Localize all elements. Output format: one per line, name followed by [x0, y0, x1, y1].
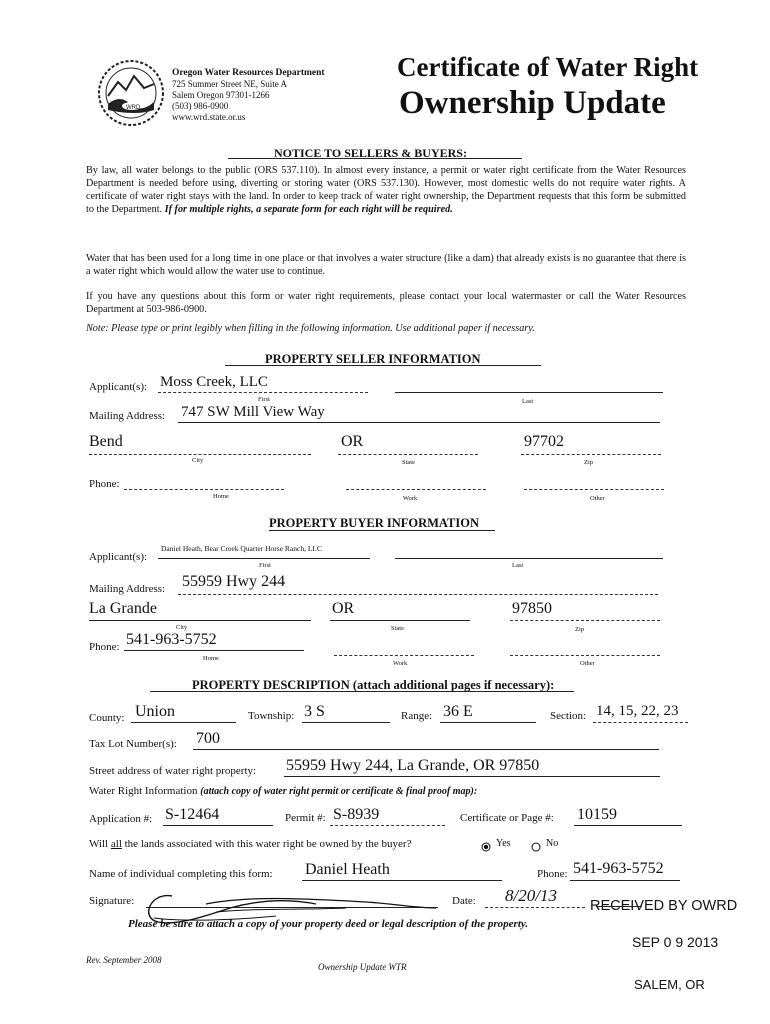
yes-radio[interactable] [481, 839, 491, 849]
buyer-home-caption: Home [203, 655, 219, 662]
completer-phone-value[interactable]: 541-963-5752 [573, 860, 664, 877]
revision-note: Rev. September 2008 [86, 955, 162, 965]
buyer-other-caption: Other [580, 660, 595, 667]
taxlot-label: Tax Lot Number(s): [89, 738, 177, 750]
buyer-state-caption: State [391, 625, 404, 632]
buyer-applicant-first[interactable]: Daniel Heath, Bear Creek Quarter Horse Ranch, LLC [161, 544, 322, 553]
buyer-phone-home[interactable]: 541-963-5752 [126, 631, 217, 648]
seller-zip[interactable]: 97702 [524, 433, 564, 450]
no-radio[interactable] [531, 839, 541, 849]
received-stamp-date: SEP 0 9 2013 [632, 934, 719, 950]
seller-phone-label: Phone: [89, 478, 120, 490]
seller-mailing-label: Mailing Address: [89, 410, 166, 422]
owned-question: Will all the lands associated with this water right be owned by the buyer? [89, 838, 412, 850]
taxlot-value[interactable]: 700 [196, 730, 220, 747]
buyer-mailing-label: Mailing Address: [89, 583, 166, 595]
application-value[interactable]: S-12464 [165, 806, 220, 823]
notice-paragraph-1: By law, all water belongs to the public (ORS 537.110). In almost every instance, a permit or water right certificate from the Water Resources Department is needed before using, diverting or storing water (ORS 537.130). However, most domestic wells do not require water rights. A certificate of water right stays with the land. In order to keep track of water right ownership, the Department requests that this form be submitted to the Department. If for multiple rights, a separate form for each right will be required. [86, 165, 686, 215]
buyer-city-caption: City [176, 624, 188, 631]
seller-mailing-address[interactable]: 747 SW Mill View Way [181, 404, 325, 420]
attach-deed-note: Please be sure to attach a copy of your property deed or legal description of the property. [128, 918, 529, 930]
no-label: No [546, 838, 559, 849]
buyer-zip-caption: Zip [575, 626, 585, 633]
street-address-value[interactable]: 55959 Hwy 244, La Grande, OR 97850 [286, 757, 540, 774]
seller-section-heading: PROPERTY SELLER INFORMATION [265, 352, 481, 366]
department-address-line2: Salem Oregon 97301-1266 [172, 90, 270, 100]
date-value[interactable]: 8/20/13 [505, 886, 557, 905]
yes-label: Yes [496, 838, 511, 849]
seller-city[interactable]: Bend [89, 433, 123, 450]
wrd-logo [96, 58, 166, 128]
buyer-zip[interactable]: 97850 [512, 600, 552, 617]
buyer-work-caption: Work [393, 660, 408, 667]
permit-label: Permit #: [285, 812, 326, 824]
page-title-line1: Certificate of Water Right [397, 52, 699, 82]
notice-note: Note: Please type or print legibly when filling in the following information. Use additional paper if necessary. [86, 323, 535, 334]
seller-last-caption: Last [522, 398, 534, 405]
department-address-block [172, 67, 325, 123]
seller-state[interactable]: OR [341, 433, 364, 450]
received-stamp: RECEIVED BY OWRD [590, 898, 738, 914]
date-label: Date: [452, 895, 476, 907]
permit-value[interactable]: S-8939 [333, 806, 380, 823]
county-label: County: [89, 712, 125, 724]
seller-other-caption: Other [590, 495, 605, 502]
range-label: Range: [401, 710, 433, 722]
department-website: www.wrd.state.or.us [172, 112, 246, 122]
street-address-label: Street address of water right property: [89, 765, 257, 777]
seller-work-caption: Work [403, 495, 418, 502]
notice-paragraph-2: Water that has been used for a long time in one place or that involves a water structure (like a dam) that already exists is no guarantee that there is a water right which would allow the water use to continue. [86, 253, 686, 277]
seller-applicant-first[interactable]: Moss Creek, LLC [160, 374, 268, 390]
certificate-label: Certificate or Page #: [460, 812, 554, 824]
page-title-line2: Ownership Update [399, 85, 666, 121]
buyer-applicant-label: Applicant(s): [89, 551, 148, 563]
water-right-info-label: Water Right Information (attach copy of water right permit or certificate & final proof map): [89, 785, 478, 797]
department-phone: (503) 986-0900 [172, 101, 229, 111]
buyer-section-heading: PROPERTY BUYER INFORMATION [269, 516, 479, 530]
seller-city-caption: City [192, 457, 204, 464]
buyer-first-caption: First [259, 562, 271, 569]
property-section-heading: PROPERTY DESCRIPTION (attach additional pages if necessary): [192, 678, 555, 692]
buyer-phone-label: Phone: [89, 641, 120, 653]
department-name: Oregon Water Resources Department [172, 68, 325, 78]
signature-label: Signature: [89, 895, 135, 907]
application-label: Application #: [89, 813, 153, 825]
buyer-state[interactable]: OR [332, 600, 355, 617]
completer-name-value[interactable]: Daniel Heath [305, 861, 390, 878]
water-right-info-note: (attach copy of water right permit or certificate & final proof map): [200, 786, 478, 797]
notice-multiple-rights: If for multiple rights, a separate form for each right will be required. [164, 204, 453, 215]
seller-home-caption: Home [213, 493, 229, 500]
notice-paragraph-3: If you have any questions about this form or water right requirements, please contact your local watermaster or call the Water Resources Department at 503-986-0900. [86, 291, 686, 315]
range-value[interactable]: 36 E [443, 703, 473, 720]
section-value[interactable]: 14, 15, 22, 23 [596, 703, 679, 719]
wrd-logo-text: WRD [126, 105, 141, 111]
seller-zip-caption: Zip [584, 459, 594, 466]
buyer-last-caption: Last [512, 562, 524, 569]
buyer-mailing-address[interactable]: 55959 Hwy 244 [182, 573, 286, 590]
completer-name-label: Name of individual completing this form: [89, 868, 273, 880]
completer-phone-label: Phone: [537, 868, 568, 880]
township-label: Township: [248, 710, 295, 722]
certificate-value[interactable]: 10159 [577, 806, 617, 823]
township-value[interactable]: 3 S [304, 703, 325, 720]
section-label: Section: [550, 710, 587, 722]
seller-state-caption: State [402, 459, 415, 466]
seller-applicant-label: Applicant(s): [89, 381, 148, 393]
county-value[interactable]: Union [135, 703, 175, 720]
notice-heading: NOTICE TO SELLERS & BUYERS: [274, 146, 467, 160]
buyer-city[interactable]: La Grande [89, 600, 157, 617]
seller-first-caption: First [258, 396, 270, 403]
received-stamp-location: SALEM, OR [634, 977, 705, 992]
department-address-line1: 725 Summer Street NE, Suite A [172, 79, 287, 89]
form-name-footer: Ownership Update WTR [318, 962, 407, 972]
